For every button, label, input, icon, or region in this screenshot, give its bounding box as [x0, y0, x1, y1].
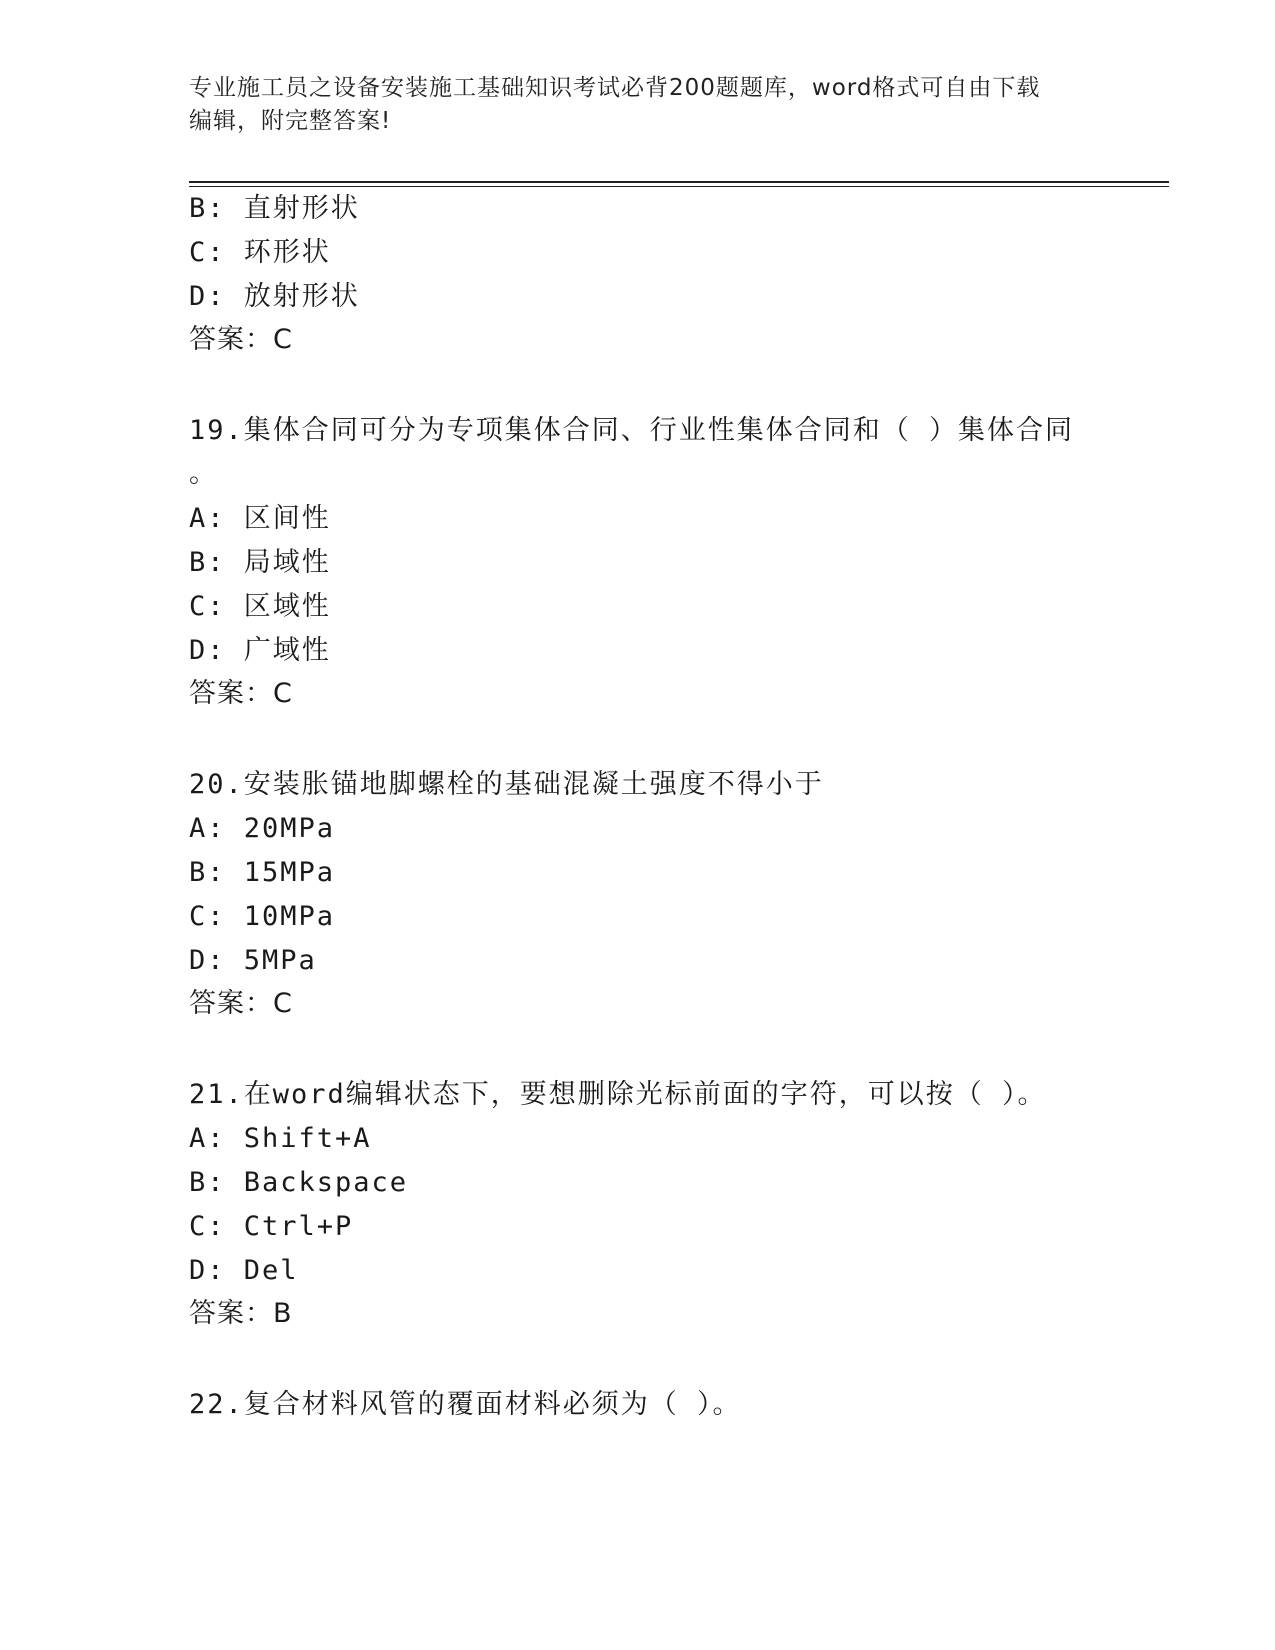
q21-option-b: B: Backspace	[189, 1167, 409, 1198]
q20-option-d: D: 5MPa	[189, 945, 317, 976]
q19-option-b: B: 局域性	[189, 547, 331, 578]
q19-question-continuation: 。	[189, 458, 218, 489]
q21-option-a: A: Shift+A	[189, 1123, 372, 1154]
document-header	[189, 72, 1089, 138]
header-title-line-1: 专业施工员之设备安装施工基础知识考试必背200题题库，word格式可自由下载	[189, 75, 1041, 101]
q20-option-b: B: 15MPa	[189, 857, 336, 888]
q21-question: 21.在word编辑状态下，要想删除光标前面的字符，可以按（ ）。	[189, 1079, 1047, 1110]
q18-option-c: C: 环形状	[189, 237, 331, 268]
header-title-line-2: 编辑，附完整答案!	[189, 108, 392, 134]
q20-question: 20.安装胀锚地脚螺栓的基础混凝土强度不得小于	[189, 769, 824, 800]
q20-option-c: C: 10MPa	[189, 901, 336, 932]
q20-answer: 答案：C	[189, 988, 293, 1019]
q21-option-c: C: Ctrl+P	[189, 1211, 354, 1242]
q19-option-a: A: 区间性	[189, 503, 331, 534]
q22-question: 22.复合材料风管的覆面材料必须为（ ）。	[189, 1389, 742, 1420]
q21-answer: 答案：B	[189, 1298, 293, 1329]
q18-answer: 答案：C	[189, 324, 293, 355]
q21-option-d: D: Del	[189, 1255, 299, 1286]
q19-option-c: C: 区域性	[189, 591, 331, 622]
header-divider-thick	[189, 181, 1169, 183]
q20-option-a: A: 20MPa	[189, 813, 336, 844]
q19-answer: 答案：C	[189, 678, 293, 709]
header-divider-thin	[189, 186, 1169, 187]
q18-option-d: D: 放射形状	[189, 281, 360, 312]
q18-option-b: B: 直射形状	[189, 193, 360, 224]
q19-option-d: D: 广域性	[189, 635, 331, 666]
q19-question: 19.集体合同可分为专项集体合同、行业性集体合同和（ ）集体合同	[189, 415, 1075, 446]
